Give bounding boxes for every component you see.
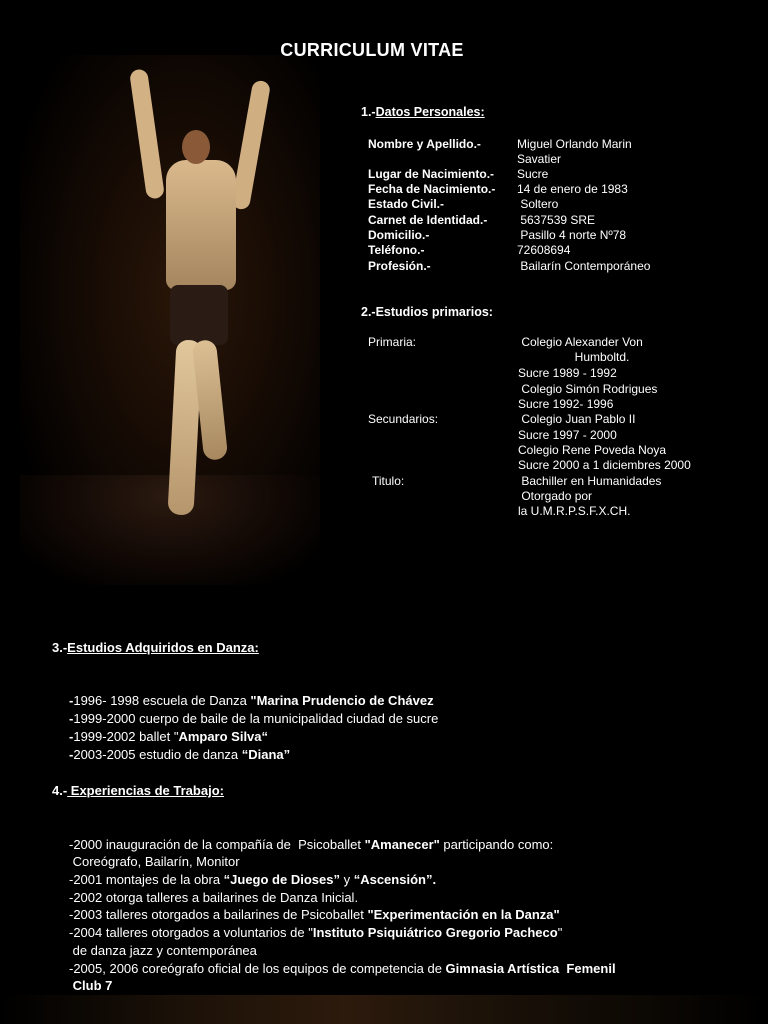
section4-heading (52, 783, 224, 798)
danza-bold: "Marina Prudencio de Chávez (250, 693, 434, 708)
danza-text: 1999-2000 cuerpo de baile de la municipalidad ciudad de sucre (73, 711, 439, 726)
experiencia-text: -2000 inauguración de la compañía de Psicoballet (69, 837, 365, 852)
danza-dash: - (69, 747, 74, 762)
experiencia-bold: “Juego de Dioses” (223, 872, 340, 887)
field-value-fecha: 14 de enero de 1983 (517, 182, 628, 196)
dancer-torso (166, 160, 236, 290)
experiencia-line (69, 960, 616, 977)
section3-number: 3.- (52, 640, 68, 655)
experiencia-line (69, 889, 358, 906)
titulo-line-1: Bachiller en Humanidades (518, 474, 662, 488)
section1-number: 1.- (361, 105, 376, 119)
secundarios-line-1: Colegio Juan Pablo II (518, 412, 636, 426)
field-label-telefono: Teléfono.- (368, 243, 425, 257)
primaria-line-4: Colegio Simón Rodrigues (518, 382, 658, 396)
experiencia-text: -2004 talleres otorgados a voluntarios de " (69, 925, 313, 940)
titulo-label: Titulo: (372, 474, 405, 488)
danza-bold: Amparo Silva (178, 729, 262, 744)
primaria-line-3: Sucre 1989 - 1992 (518, 366, 617, 380)
section3-title: Estudios Adquiridos en Danza: (67, 640, 259, 655)
danza-item (69, 692, 434, 709)
section3-heading (52, 640, 259, 655)
titulo-line-2: Otorgado por (518, 489, 593, 503)
experiencia-bold: Club 7 (72, 978, 113, 993)
danza-dash: - (69, 729, 74, 744)
field-value-nombre-2: Savatier (517, 152, 562, 166)
secundarios-label: Secundarios: (368, 412, 439, 426)
field-label-carnet: Carnet de Identidad.- (368, 213, 488, 227)
field-label-lugar: Lugar de Nacimiento.- (368, 167, 495, 181)
primaria-label: Primaria: (368, 335, 417, 349)
danza-after: “ (261, 729, 269, 744)
experiencia-text: -2001 montajes de la obra (69, 872, 224, 887)
field-value-lugar: Sucre (517, 167, 549, 181)
bottom-stage-photo (0, 995, 768, 1024)
field-value-carnet: 5637539 SRE (517, 213, 596, 227)
experiencia-line (69, 853, 240, 870)
experiencia-text: -2002 otorga talleres a bailarines de Danza Inicial. (69, 890, 359, 905)
field-value-profesion: Bailarín Contemporáneo (517, 259, 651, 273)
experiencia-line (69, 836, 553, 853)
experiencia-line (69, 977, 112, 994)
page-title: CURRICULUM VITAE (280, 40, 464, 60)
secundarios-line-4: Sucre 2000 a 1 diciembres 2000 (518, 458, 691, 472)
section2-heading: 2.-Estudios primarios: (361, 305, 493, 319)
dancer-arm-right (231, 79, 271, 210)
danza-item (69, 746, 290, 763)
experiencia-bold: Gimnasia Artística Femenil (445, 961, 616, 976)
experiencia-line (69, 942, 257, 959)
field-value-domicilio: Pasillo 4 norte Nº78 (517, 228, 627, 242)
experiencia-after: " (557, 925, 563, 940)
experiencia-bold: "Amanecer" (364, 837, 440, 852)
section4-number: 4.- (52, 783, 68, 798)
field-value-telefono: 72608694 (517, 243, 571, 257)
field-label-profesion: Profesión.- (368, 259, 431, 273)
experiencia-bold-2: “Ascensión”. (353, 872, 437, 887)
danza-dash: - (69, 693, 74, 708)
dancer-hips (170, 285, 228, 345)
experiencia-text: Coreógrafo, Bailarín, Monitor (69, 854, 240, 869)
primaria-line-5: Sucre 1992- 1996 (518, 397, 614, 411)
secundarios-line-2: Sucre 1997 - 2000 (518, 428, 617, 442)
experiencia-after: participando como: (439, 837, 554, 852)
danza-text: 2003-2005 estudio de danza (73, 747, 242, 762)
danza-dash: - (69, 711, 74, 726)
primaria-line-2: Humboltd. (518, 350, 630, 364)
dancer-head (182, 130, 210, 164)
experiencia-line (69, 906, 560, 923)
section4-title: Experiencias de Trabajo: (67, 783, 224, 798)
section1-heading (361, 105, 485, 119)
primaria-line-1: Colegio Alexander Von (518, 335, 643, 349)
danza-text: 1996- 1998 escuela de Danza (73, 693, 251, 708)
field-label-nombre: Nombre y Apellido.- (368, 137, 481, 151)
dancer-photo (20, 55, 320, 585)
section1-title: Datos Personales: (375, 105, 485, 119)
dancer-arm-left (129, 68, 165, 199)
danza-item (69, 710, 438, 727)
danza-bold: “Diana” (241, 747, 291, 762)
experiencia-line (69, 924, 562, 941)
titulo-line-3: la U.M.R.P.S.F.X.CH. (518, 504, 631, 518)
experiencia-text: -2005, 2006 coreógrafo oficial de los equipos de competencia de (69, 961, 446, 976)
field-value-estado: Soltero (517, 197, 559, 211)
field-value-nombre-1: Miguel Orlando Marin (517, 137, 632, 151)
experiencia-bold: "Experimentación en la Danza" (367, 907, 560, 922)
experiencia-text: -2003 talleres otorgados a bailarines de Psicoballet (69, 907, 368, 922)
field-label-domicilio: Domicilio.- (368, 228, 430, 242)
danza-text: 1999-2002 ballet " (73, 729, 179, 744)
danza-item (69, 728, 268, 745)
experiencia-text: de danza jazz y contemporánea (69, 943, 257, 958)
experiencia-bold: Instituto Psiquiátrico Gregorio Pacheco (312, 925, 558, 940)
field-label-fecha: Fecha de Nacimiento.- (368, 182, 496, 196)
dancer-leg-right (192, 339, 228, 461)
secundarios-line-3: Colegio Rene Poveda Noya (518, 443, 667, 457)
experiencia-after: y (339, 872, 354, 887)
experiencia-line (69, 871, 436, 888)
field-label-estado: Estado Civil.- (368, 197, 445, 211)
